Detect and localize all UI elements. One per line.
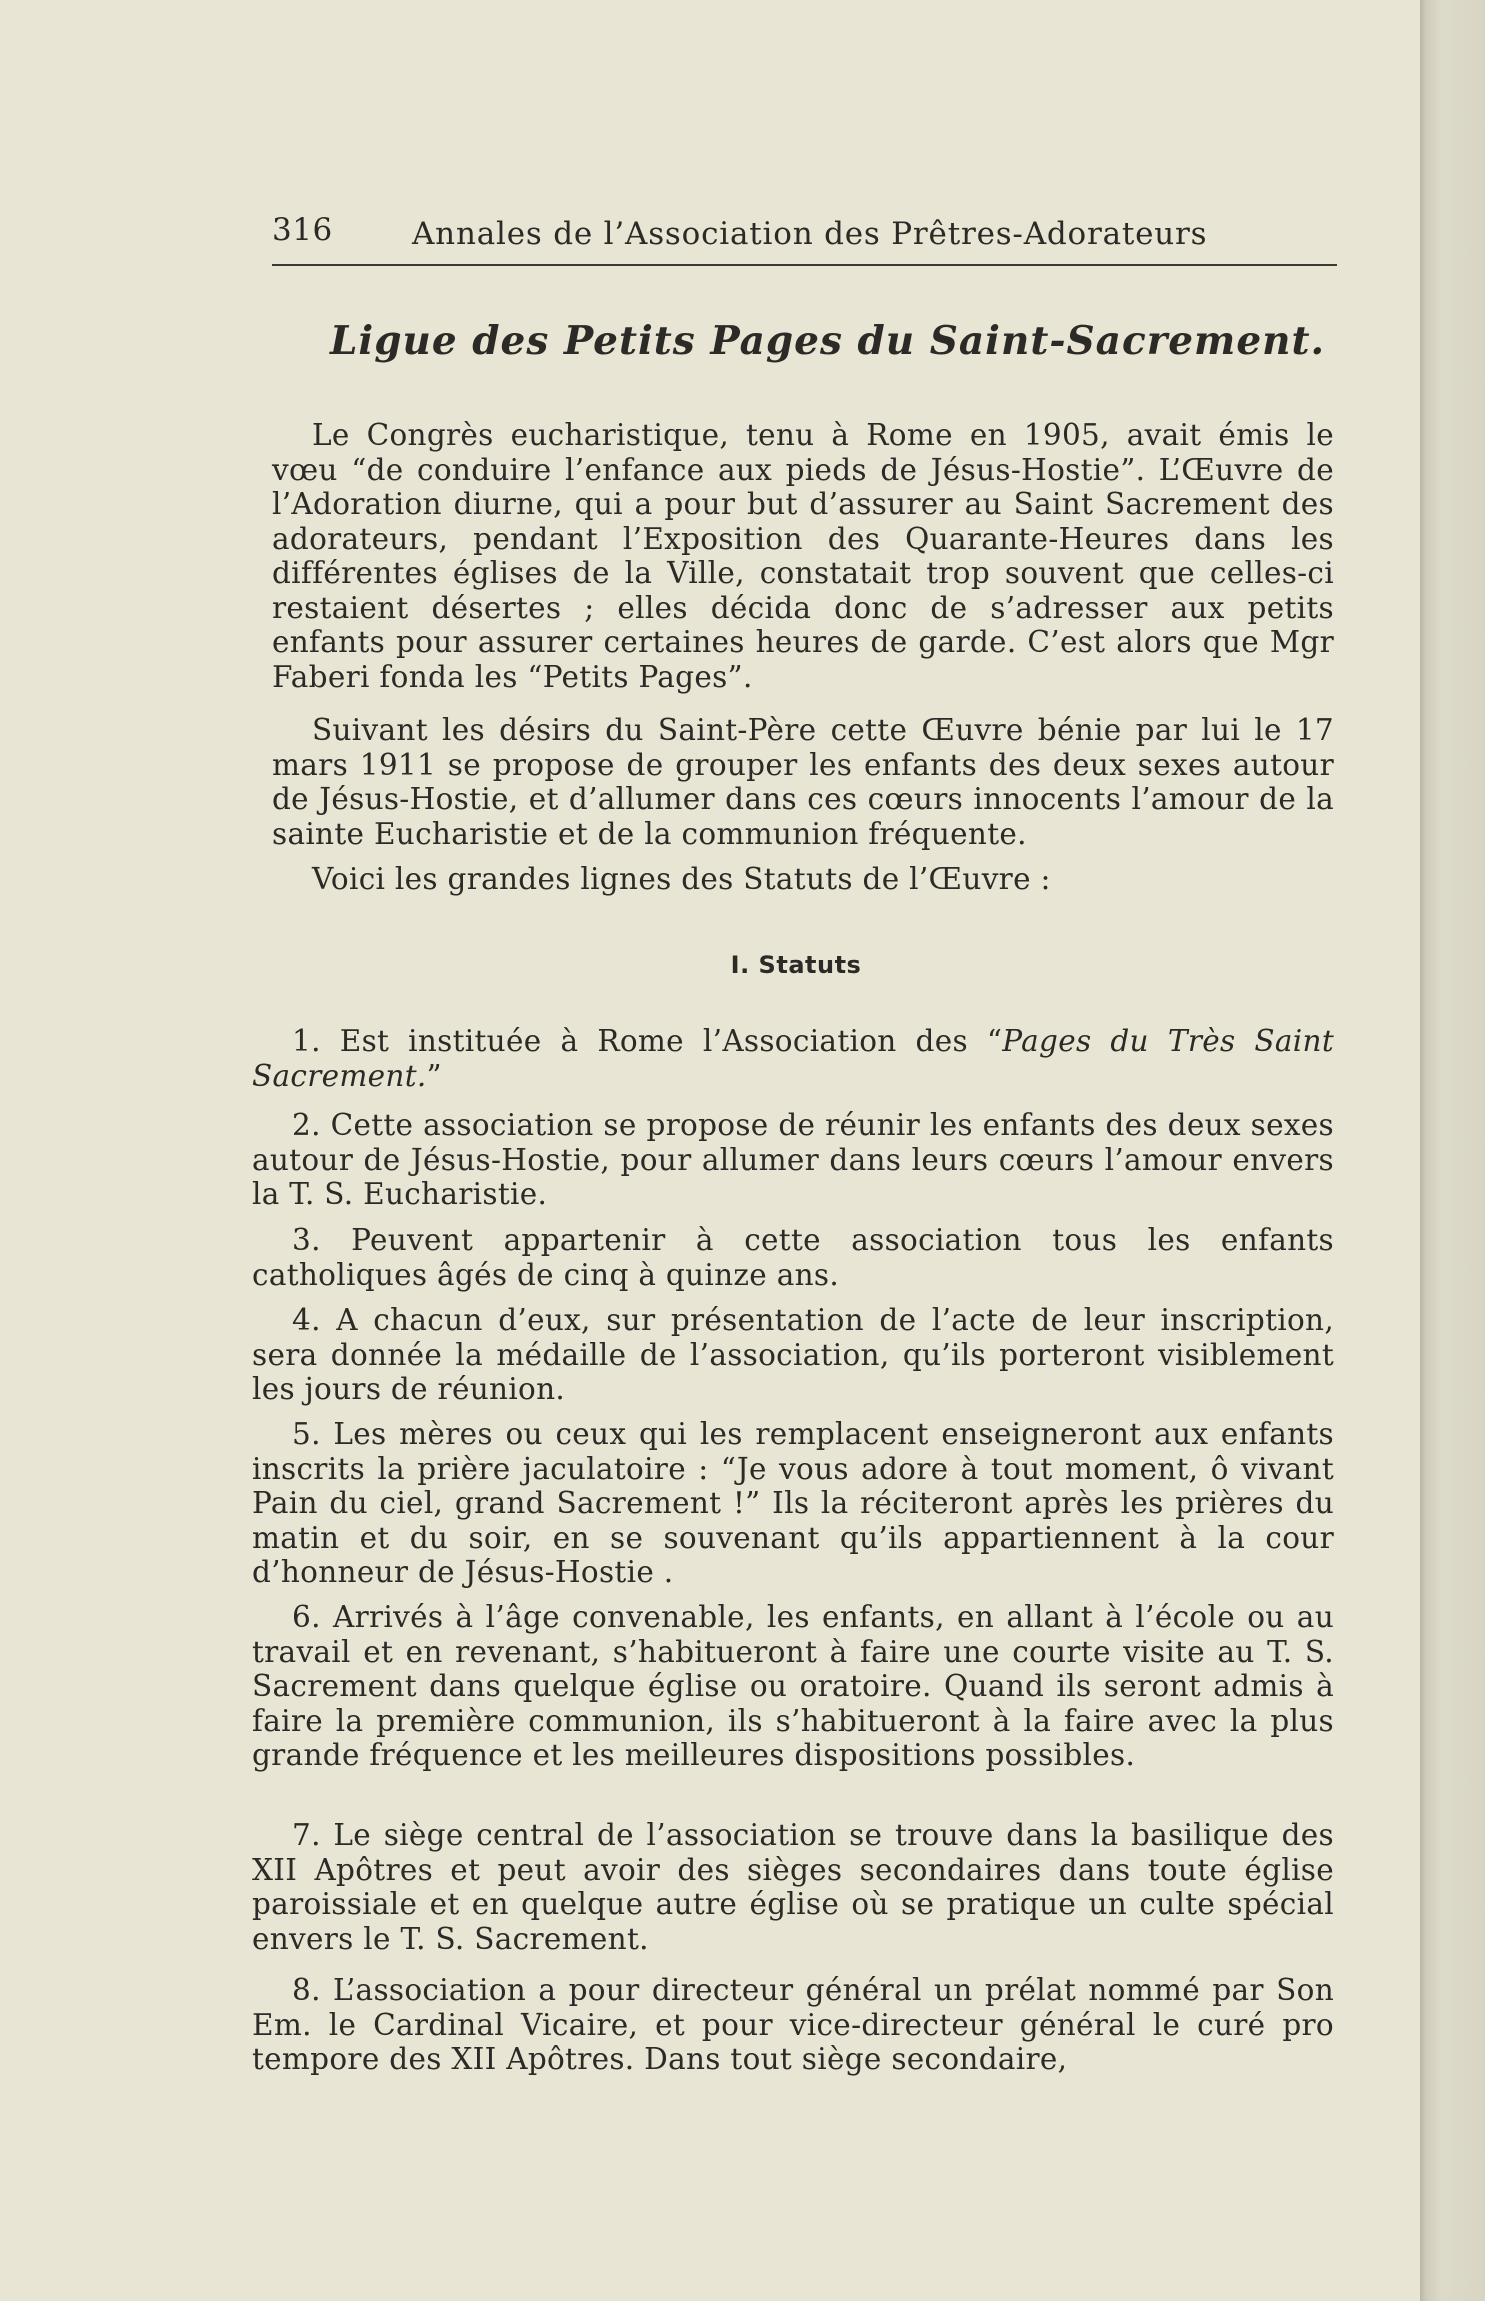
paragraph-purpose: Suivant les désirs du Saint-Père cette Œuvre bénie par lui le 17 mars 1911 se propose de grouper les enfants des deux sexes autour de Jésus-Hostie, et d’allumer dans ces cœurs innocents l’amour de la sainte Eucharistie et de la communion fréquente. [272, 713, 1334, 851]
statute-1 [252, 1024, 1334, 1093]
statute-1-close: ” [426, 1058, 442, 1093]
statute-1-italic: Pages du Très Saint Sacrement. [252, 1024, 1334, 1093]
page-number: 316 [272, 212, 333, 248]
page-header [272, 212, 1337, 262]
statute-2: 2. Cette association se propose de réunir les enfants des deux sexes autour de Jésus-Hostie, pour allumer dans leurs cœurs l’amour envers la T. S. Eucharistie. [252, 1108, 1334, 1211]
paragraph-intro: Le Congrès eucharistique, tenu à Rome en 1905, avait émis le vœu “de conduire l’enfance aux pieds de Jésus-Hostie”. L’Œuvre de l’Adoration diurne, qui a pour but d’assurer au Saint Sacrement des adorateurs, pendant l’Exposition des Quarante-Heures dans les différentes églises de la Ville, constatait trop souvent que celles-ci restaient désertes ; elles décida donc de s’adresser aux petits enfants pour assurer certaines heures de garde. C’est alors que Mgr Faberi fonda les “Petits Pages”. [272, 418, 1334, 694]
statute-6: 6. Arrivés à l’âge convenable, les enfants, en allant à l’école ou au travail et en revenant, s’habitueront à faire une courte visite au T. S. Sacrement dans quelque église ou oratoire. Quand ils seront admis à faire la première communion, ils s’habitueront à la faire avec la plus grande fréquence et les meilleures dispositions possibles. [252, 1600, 1334, 1772]
statute-4: 4. A chacun d’eux, sur présentation de l’acte de leur inscription, sera donnée la médaille de l’association, qu’ils porteront visiblement les jours de réunion. [252, 1303, 1334, 1406]
page-edge-shadow [1420, 0, 1485, 2301]
section-heading: I. Statuts [730, 951, 862, 979]
statute-1-text: 1. Est instituée à Rome l’Association des “ [292, 1024, 1003, 1058]
paragraph-statutes-intro: Voici les grandes lignes des Statuts de l’Œuvre : [312, 862, 1051, 896]
article-title: Ligue des Petits Pages du Saint-Sacrement. [330, 318, 1326, 364]
running-head: Annales de l’Association des Prêtres-Adorateurs [412, 216, 1208, 252]
statute-7: 7. Le siège central de l’association se trouve dans la basilique des XII Apôtres et peut avoir des sièges secondaires dans toute église paroissiale et en quelque autre église où se pratique un culte spécial envers le T. S. Sacrement. [252, 1818, 1334, 1956]
statute-3: 3. Peuvent appartenir à cette association tous les enfants catholiques âgés de cinq à quinze ans. [252, 1223, 1334, 1292]
statute-5: 5. Les mères ou ceux qui les remplacent enseigneront aux enfants inscrits la prière jaculatoire : “Je vous adore à tout moment, ô vivant Pain du ciel, grand Sacrement !” Ils la réciteront après les prières du matin et du soir, en se souvenant qu’ils appartiennent à la cour d’honneur de Jésus-Hostie . [252, 1417, 1334, 1589]
statute-8: 8. L’association a pour directeur général un prélat nommé par Son Em. le Cardinal Vicaire, et pour vice-directeur général le curé pro tempore des XII Apôtres. Dans tout siège secondaire, [252, 1973, 1334, 2076]
header-rule [272, 264, 1337, 266]
